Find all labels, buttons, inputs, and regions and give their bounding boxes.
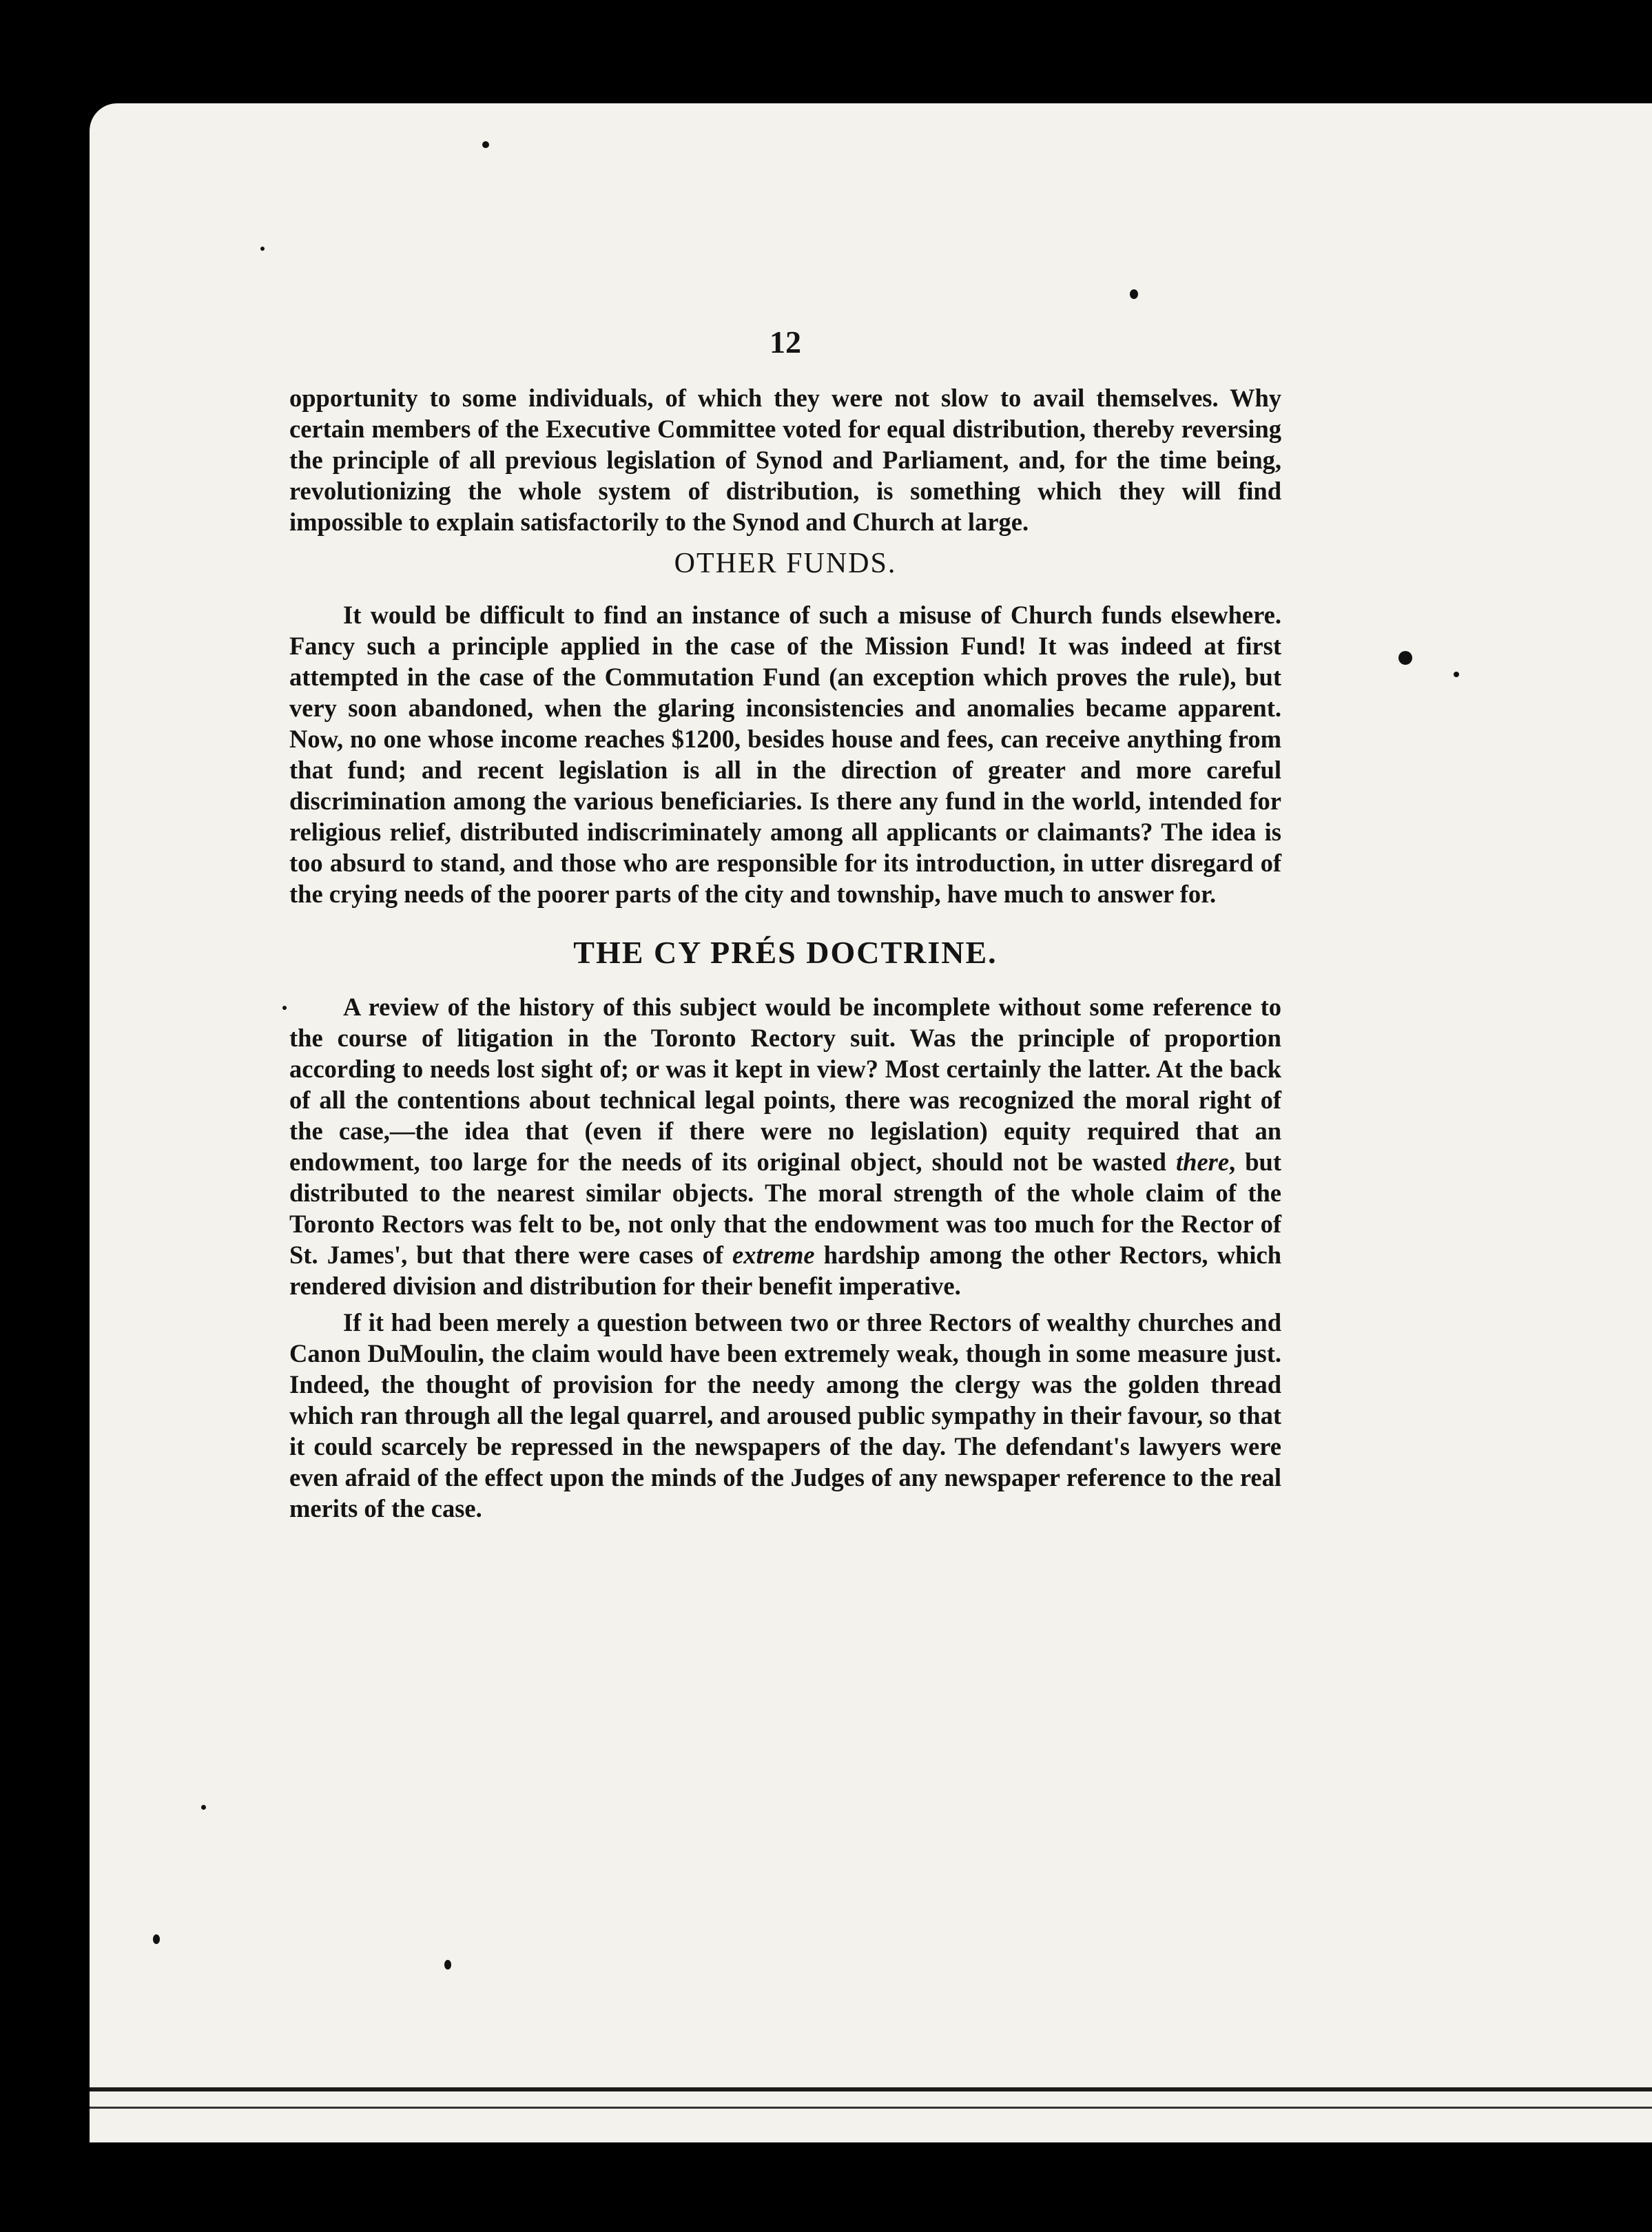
scan-speck (1130, 289, 1138, 299)
italic-text: there (1176, 1148, 1230, 1176)
paragraph-spacer (289, 1301, 1281, 1307)
bottom-rule-secondary (90, 2107, 1652, 2109)
section-heading-cy-pres-doctrine: THE CY PRÉS DOCTRINE. (573, 935, 998, 970)
body-paragraph (289, 991, 1281, 1301)
scan-speck (260, 247, 265, 251)
body-paragraph: It would be difficult to find an instance of such a misuse of Church funds elsewhere. Fancy such a principle applied in the case of the Mission Fund! It was indeed at first attempted in the case of the Commutation Fund (an exception which proves the rule), but very soon abandoned, when the glaring inconsistencies and anomalies became apparent. Now, no one whose income reaches $1200, besides house and fees, can receive anything from that fund; and recent legislation is all in the direction of greater and more careful discrimination among the various beneficiaries. Is there any fund in the world, intended for religious relief, distributed indiscriminately among all applicants or claimants? The idea is too absurd to stand, and those who are responsible for its introduction, in utter disregard of the crying needs of the poorer parts of the city and township, have much to answer for. (289, 601, 1281, 908)
scan-speck (1454, 672, 1459, 677)
scan-speck (282, 1006, 287, 1010)
text-run: hardship among the other Rectors, which rendered division and distribution for their benefit imperative. (289, 1241, 1281, 1300)
text-run: , but distributed to the nearest similar objects. The moral strength of the whole claim of the Toronto Rectors was felt to be, not only that the endowment was too much for the Rector of St. James', but that there were cases of (289, 1148, 1281, 1269)
text-run: A review of the history of this subject would be incomplete without some reference to the course of litigation in the Toronto Rectory suit. Was the principle of proportion according to needs lost sight of; or was it kept in view? Most certainly the latter. At the back of all the contentions about technical legal points, there was recognized the moral right of the case,—the idea that (even if there were no legislation) equity required that an endowment, too large for the needs of its original object, should not be wasted (289, 993, 1281, 1176)
page-text (289, 324, 1281, 1524)
italic-text: extreme (732, 1241, 815, 1269)
scan-speck (201, 1805, 206, 1810)
section-heading-other-funds: OTHER FUNDS. (674, 548, 897, 579)
page-number: 12 (770, 324, 801, 360)
scan-speck (482, 141, 489, 148)
body-paragraph: opportunity to some individuals, of which they were not slow to avail themselves. Why certain members of the Executive Committee voted for equal distribution, thereby reversing the principle of all previous legislation of Synod and Parliament, and, for the time being, revolutionizing the whole system of distribution, is something which they will find impossible to explain satisfactorily to the Synod and Church at large. (289, 384, 1281, 536)
scan-speck (1398, 651, 1412, 665)
scan-speck (153, 1934, 160, 1944)
body-paragraph: If it had been merely a question between two or three Rectors of wealthy churches and Canon DuMoulin, the claim would have been extremely weak, though in some measure just. Indeed, the thought of provision for the needy among the clergy was the golden thread which ran through all the legal quarrel, and aroused public sympathy in their favour, so that it could scarcely be repressed in the newspapers of the day. The defendant's lawyers were even afraid of the effect upon the minds of the Judges of any newspaper reference to the real merits of the case. (289, 1308, 1281, 1522)
bottom-rule (90, 2087, 1652, 2091)
scan-speck (444, 1960, 451, 1970)
